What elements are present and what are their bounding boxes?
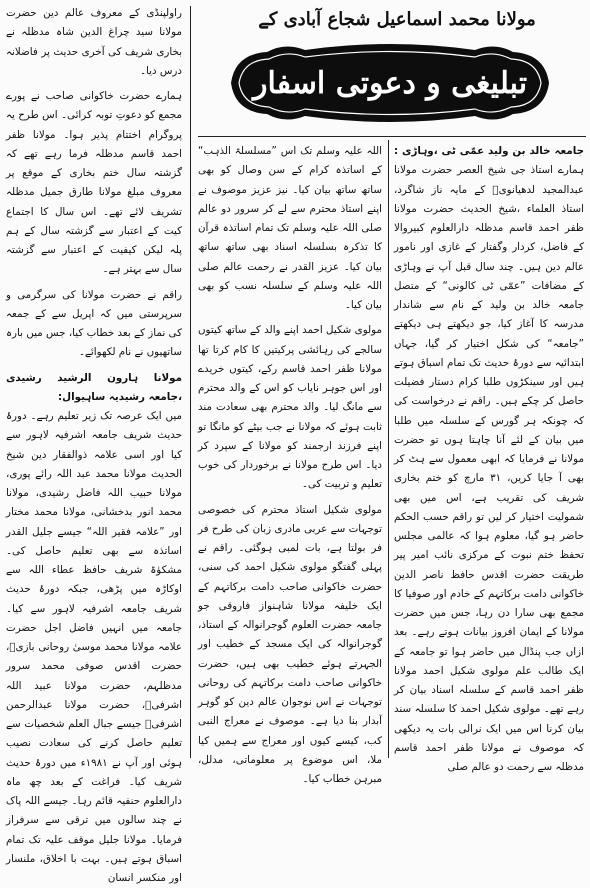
paragraph: میں ایک عرصہ تک زیر تعلیم رہے۔ دورۂ حدیث شریف جامعہ اشرفیہ لاہور سے کیا اور اسی علامہ ذوالفقار دین شیخ الحدیث مولانا محمد عبد اللہ رائے پوری، مولانا حبیب اللہ فاضل رشیدی، مولانا محمد انور بدخشانی، مولانا محمد مختار اور ”علامہ فقیر اللہ“ جیسے جلیل القدر اساتذہ سے بھی تعلیم حاصل کی۔ مشکوٰۃ شریف حافظ عطاء اللہ سے اوکاڑہ میں پڑھی، جبکہ دورۂ حدیث شریف جامعہ اشرفیہ لاہور سے کیا۔ جامعہ میں انہیں فاضل اجل حضرت علامہ مولانا محمد موسیٰ روحانی بازیؒ، حضرت اقدس صوفی محمد سرور مدظلہم، حضرت مولانا عبید اللہ اشرفیؒ، حضرت مولانا عبدالرحمن اشرفیؒ جیسے جبال العلم شخصیات سے تعلیم حاصل کرنے کی سعادت نصیب ہوئی اور آپ نے ۱۹۸۱ء میں دورۂ حدیث شریف کیا۔ فراغت کے بعد چھ ماہ دارالعلوم حنفیہ قائم رہا۔ جیسے اللہ پاک نے چند سالوں میں ترقی سے سرفراز فرمایا۔ مولانا جلیل موقف علیہ تک تمام اسباق ہوتے ہیں۔ بہت با اخلاق، ملنسار اور منکسر انسان — [6, 410, 183, 884]
paragraph: اللہ علیہ وسلم تک اس ”مسلسلۃ الذہب“ کے اساتذہ کرام کے سن وصال کو بھی ساتھ ساتھ بیان کیا۔ نیز عزیز موصوف نے اپنے استاذ محترم سے لے کر سرور دو عالم صلی اللہ علیہ وسلم تک تمام اساتذہ قرآن کا تذکرہ بسلسلہ اسناد بھی ساتھ ساتھ بیان کیا۔ عزیز القدر نے رحمت عالم صلی اللہ علیہ وسلم کے سلسلہ نسب کو بھی بیان کیا۔ — [198, 145, 382, 311]
headline-title: تبلیغی و دعوتی اسفار — [252, 65, 528, 101]
headline-banner — [225, 40, 555, 126]
article-column-left — [6, 4, 183, 884]
paragraph: ہمارے حضرت خاکوانی صاحب نے پورے مجمع کو دعوتِ توبہ کرائی۔ اس طرح یہ پروگرام اختتام پذیر ہوا۔ مولانا ظفر احمد قاسم مدظلہ فرما رہے تھے کہ گزشتہ سال ختم بخاری کے موقع پر معروف مبلغ مولانا طارق جمیل مدظلہ تشریف لائے تھے۔ اس سال کا اجتماع کیت کے اعتبار سے گزشتہ سال کے ہم پلہ لیکن کیفیت کے اعتبار سے گزشتہ سال سے بہتر ہے۔ — [6, 90, 182, 276]
article-column-middle — [198, 142, 382, 785]
paragraph: راولپنڈی کے معروف عالم دین حضرت مولانا سید چراغ الدین شاہ مدظلہ نے بخاری شریف کی آخری حدیث پر فاضلانہ درس دیا۔ — [6, 7, 182, 77]
headline-subtitle: مولانا محمد اسماعیل شجاع آبادی کے — [258, 9, 536, 30]
paragraph: مولوی شکیل احمد اپنے والد کے ساتھ کیتوں سالجے کی رہائشی پرکیتیں کا کام کرتا تھا مولانا ظفر احمد قاسم رکے، کیتوں خریدے اور اس جوہر نایاب کو اس کے والد محترم سے مانگ لیا۔ والد محترم بھی سعادت مند ثابت ہوئے کہ مولانا نے جب بیٹے کو مانگا تو اپنے فرزند ارجمند کو مولانا کے سپرد کر دیا۔ اس طرح مولانا نے برخوردار کی خوب تعلیم و تربیت کی۔ — [198, 324, 382, 491]
paragraph: مولوی شکیل استاذ محترم کی خصوصی توجہات سے عربی مادری زبان کی طرح فر فر بولتا ہے، بات لمبی ہوگئی۔ راقم نے پہلی گفتگو مولوی شکیل احمد کی سنی، حضرت خاکوانی صاحب دامت برکاتہم کے ایک خلیفہ مولانا شاہنواز فاروقی جو جامعہ حضرت العلوم گوجرانوالہ کے استاذ، گوجرانوالہ کی ایک مسجد کے خطیب اور الجہرتے ہوئے خطیب بھی ہیں، حضرت خاکوانی صاحب دامت برکاتہم کی روحانی توجہات نے اس نوجوان عالم دین کو گوہر آبدار بنا دیا ہے۔ موصوف نے معراج النبی کب، کیسے کیوں اور معراج سے ہمیں کیا ملا، اس موضوع پر معلوماتی، مدلل، مبرہن خطاب کیا۔ — [198, 503, 382, 785]
paragraph: ہمارے استاذ جی شیخ العصر حضرت مولانا عبدالمجید لدھیانویؒ کے مایہ ناز شاگرد، استاذ العلماء ،شیخ الحدیث حضرت مولانا ظفر احمد قاسم مدظلہ دارالعلوم کبیروالا کے فاضل، کردار وگفتار کے غازی اور نامور عالم دین ہیں۔ چند سال قبل آپ نے وہاڑی کے مضافات ”عمّی ٹی کالونی“ کے متصل جامعہ خالد بن ولید کے نام سے شاندار مدرسہ کا آغاز کیا، جو دیکھتے ہی دیکھتے ”جامعہ“ کی شکل اختیار کر گیا، جہاں ابتدائیہ سے دورۂ حدیث تک تمام اسباق ہوتے ہیں اور سینکڑوں طلبا کرام دستار فضیلت حاصل کر چکے ہیں۔ راقم نے درخواست کی کہ چونکہ ہر گورس کے سلسلہ میں طلبا میں بیان کے لئے آنا چاہتا ہوں تو حضرت مولانا نے فرمایا کہ ابھی معمول سے ہٹ کر بھی آ جایا کریں، ۳۱ مارچ کو ختم بخاری شریف کی تقریب ہے، اس میں بھی شمولیت اختیار کر لیں تو راقم حسب الحکم حاضر ہو گیا، معلوم ہوا کہ عالمی مجلس تحفظ ختم نبوت کے مرکزی نائب امیر پیر طریقت حضرت اقدس حافظ ناصر الدین خاکوانی دامت برکاتہم کے خادم اور صوفیا کا مجمع بھی سارا دن رہا، جس میں حضرت مولانا کے ایمان افروز بیانات ہوتے رہے۔ بعد ازاں جب پنڈال میں حاضر ہوا تو جامعہ کے ایک طالب علم مولوی شکیل احمد مولانا ظفر احمد قاسم کے سلسلہ اسناد بیان کر رہے تھے۔ مولوی شکیل احمد کا سلسلہ سند بیان کرنا اس میں ایک نرالی بات یہ دیکھی کہ موصوف نے مولانا ظفر احمد قاسم مدظلہ سے رحمت دو عالم صلی — [394, 164, 585, 773]
paragraph: راقم نے حضرت مولانا کی سرگرمی و سرپرستی میں کہ اپریل سے کے جمعہ کی نماز کے بعد خطاب کیا، جس میں بارہ ساتھیوں نے نام لکھوائے۔ — [6, 288, 182, 359]
column-divider — [388, 140, 389, 758]
section-heading: مولانا ہارون الرشید رشیدی ،جامعہ رشیدیہ ساہیوال: — [6, 371, 182, 403]
article-column-right — [394, 142, 585, 773]
section-heading: جامعہ خالد بن ولید عمّی ٹی ،وہاڑی : — [394, 145, 584, 157]
column-divider — [190, 6, 191, 758]
headline-divider — [198, 136, 586, 137]
